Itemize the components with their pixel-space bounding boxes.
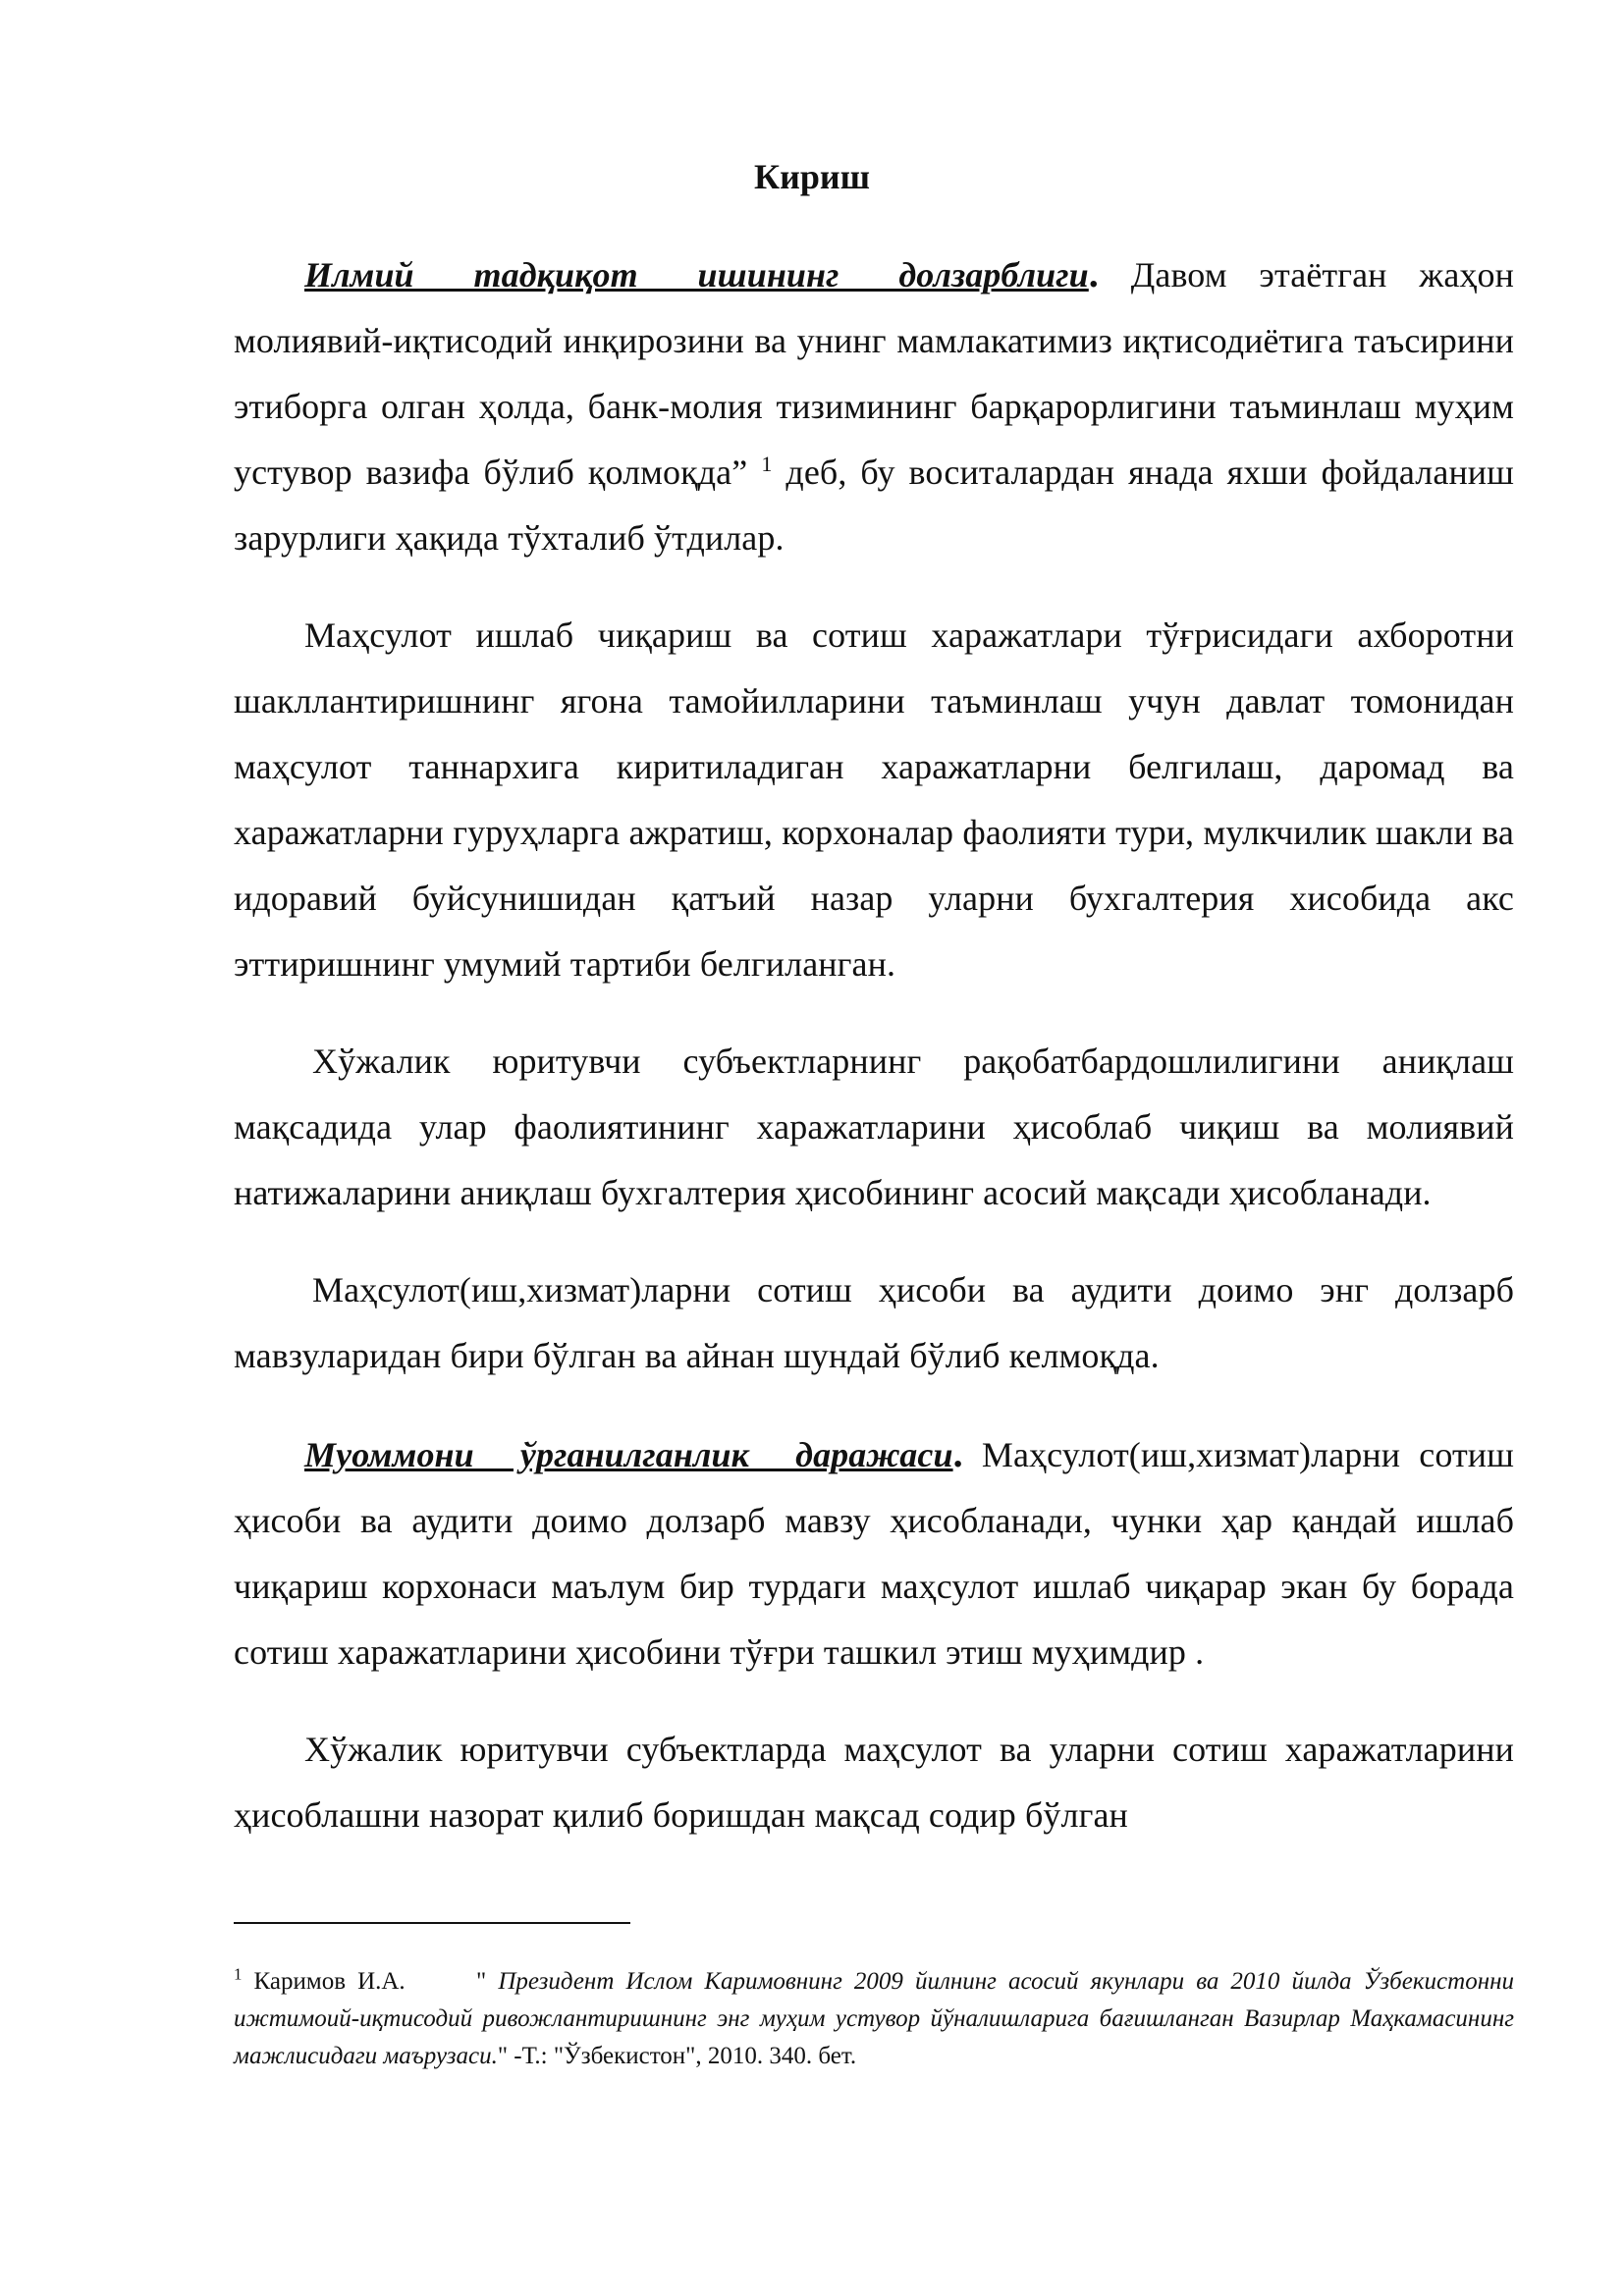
footnote-author: Каримов И.А. " xyxy=(242,1968,499,1995)
paragraph-text: Маҳсулот(иш,хизмат)ларни сотиш ҳисоби ва аудити доимо долзарб мавзу ҳисобланади, чунки ҳар қандай ишлаб чиқариш корхонаси маълум бир турдаги маҳсулот ишлаб чиқарар экан бу борада сотиш харажатларини ҳисобини тўғри ташкил этиш муҳимдир . xyxy=(234,1435,1514,1672)
paragraph-sales-accounting: Маҳсулот(иш,хизмат)ларни сотиш ҳисоби ва аудити доимо энг долзарб мавзуларидан бири бўлган ва айнан шундай бўлиб келмоқда. xyxy=(234,1270,1514,1375)
footnote xyxy=(234,1963,1514,2075)
paragraph-study-level xyxy=(234,1420,1514,1685)
paragraph-relevance xyxy=(234,240,1514,571)
footnote-reference[interactable]: 1 xyxy=(761,452,773,476)
section-heading-study-level: Муоммони ўрганилганлик даражаси xyxy=(304,1435,953,1474)
paragraph-text: Давом этаётган жаҳон молиявий-иқтисодий инқирозини ва унинг мамлакатимиз иқтисодиётига таъсирини этиборга олган ҳолда, банк-молия тизимининг барқарорлигини таъминлаш муҳим устувор вазифа бўлиб қолмоқда” xyxy=(234,255,1514,492)
section-heading-relevance: Илмий тадқиқот ишининг долзарблиги xyxy=(304,255,1089,294)
page-title: Кириш xyxy=(753,157,870,196)
document-body xyxy=(234,240,1514,1880)
paragraph-text: деб, бу воситалардан янада яхши фойдаланиш зарурлиги ҳақида тўхталиб ўтдилар. xyxy=(234,453,1514,558)
footnote-publisher: " -Т.: "Ўзбекистон", 2010. 340. бет. xyxy=(497,2043,857,2069)
footnote-italic-title: Президент Ислом Каримовнинг 2009 йилнинг асосий якунлари ва 2010 йилда Ўзбекистонни ижтимоий-иқтисодий ривожлантиришнинг энг муҳим устувор йўналишларига бағишланган Вазирлар Маҳкамасининг мажлисидаги маърузаси. xyxy=(234,1968,1514,2069)
heading-dot: . xyxy=(1088,251,1099,295)
heading-dot: . xyxy=(952,1431,963,1475)
paragraph-principles: Маҳсулот ишлаб чиқариш ва сотиш харажатлари тўғрисидаги ахборотни шакллантиришнинг ягона тамойилларини таъминлаш учун давлат томонидан маҳсулот таннархига киритиладиган харажатларни белгилаш, даромад ва харажатларни гуруҳларга ажратиш, корхоналар фаолияти тури, мулкчилик шакли ва идоравий буйсунишидан қатъий назар уларни бухгалтерия хисобида акс эттиришнинг умумий тартиби белгиланган. xyxy=(234,615,1514,984)
paragraph-competitiveness: Хўжалик юритувчи субъектларнинг рақобатбардошлилигини аниқлаш мақсадида улар фаолиятининг харажатларини ҳисоблаб чиқиш ва молиявий натижаларини аниқлаш бухгалтерия ҳисобининг асосий мақсади ҳисобланади. xyxy=(234,1041,1514,1212)
footnote-number: 1 xyxy=(234,1964,243,1984)
footnote-separator xyxy=(234,1922,630,1924)
paragraph-control: Хўжалик юритувчи субъектларда маҳсулот ва уларни сотиш харажатларини ҳисоблашни назорат қилиб боришдан мақсад содир бўлган xyxy=(234,1730,1514,1835)
